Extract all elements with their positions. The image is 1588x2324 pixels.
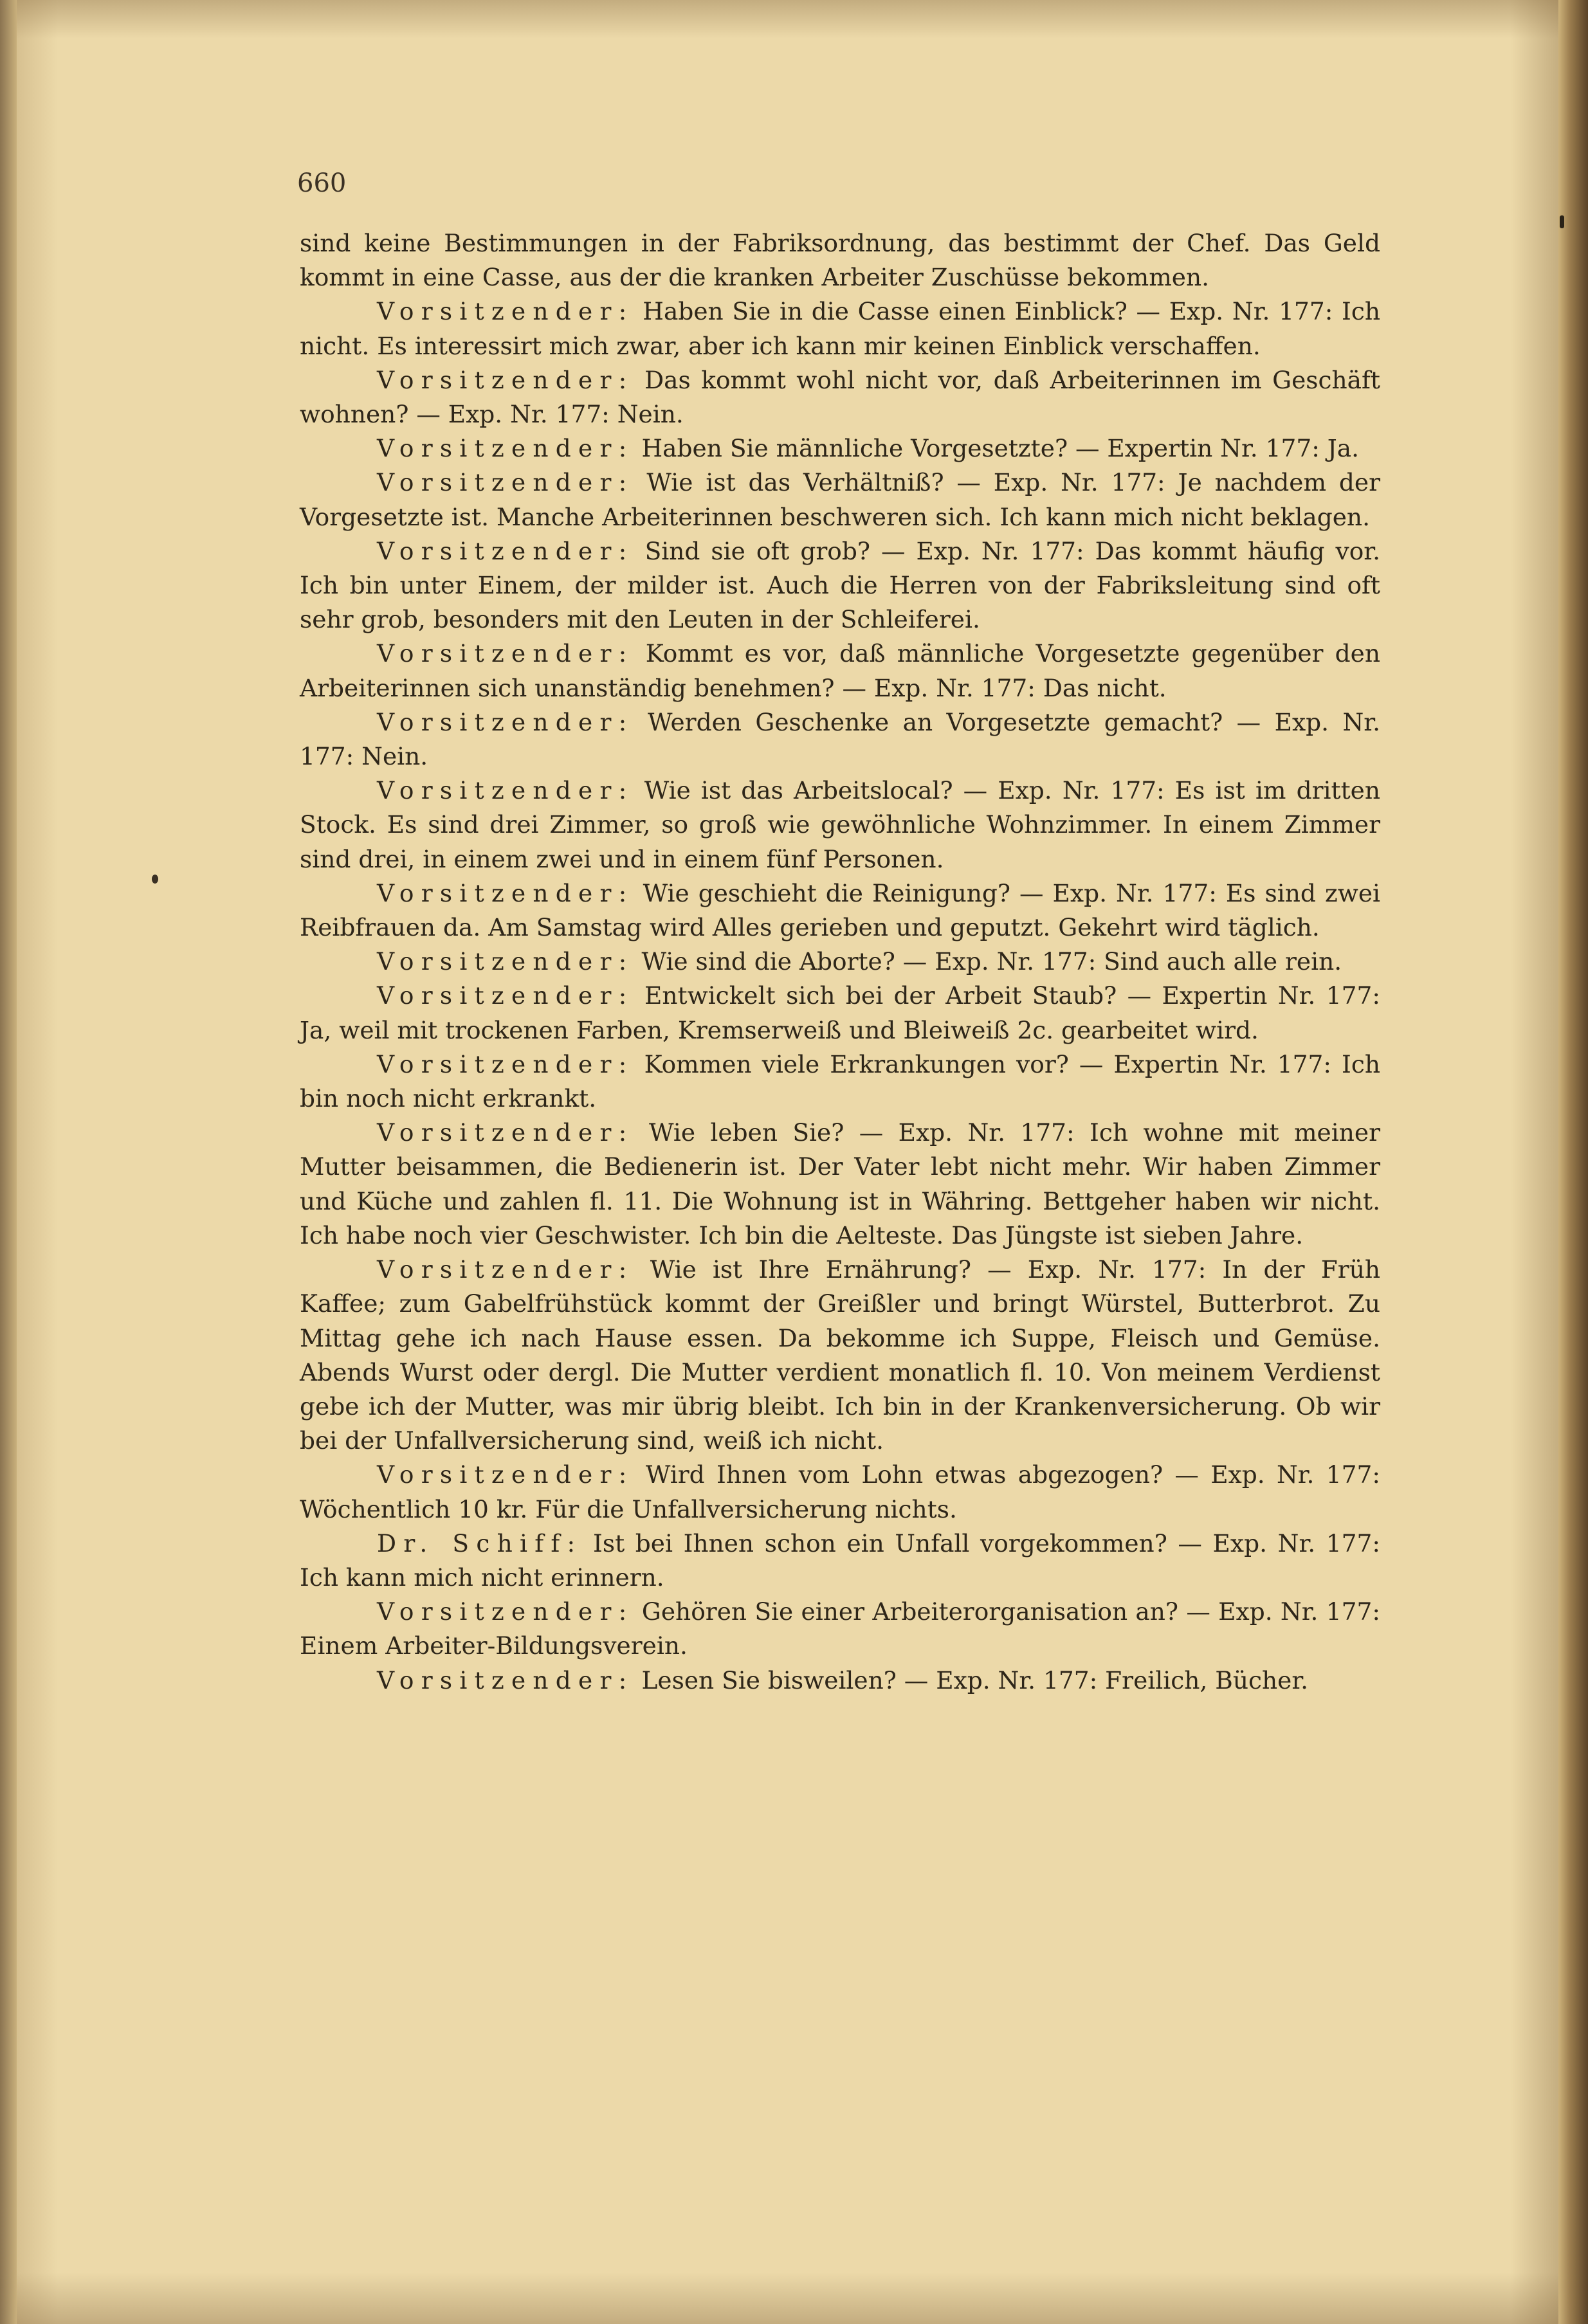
speaker-label: Dr. Schiff:: [377, 1529, 583, 1557]
paragraph-text: Wie ist das Verhältniß? — Exp. Nr. 177: Je nachdem der Vorgesetzte ist. Manche Arbeiterinnen beschweren sich. Ich kann mich nicht beklagen.: [300, 468, 1381, 531]
paragraph: [300, 705, 1380, 774]
speaker-label: Vorsitzender:: [377, 468, 634, 497]
paragraph: [300, 431, 1380, 466]
speaker-label: Vorsitzender:: [377, 1666, 634, 1694]
ink-spot: [152, 875, 158, 884]
page-fore-edge: [1558, 0, 1588, 2324]
speaker-label: Vorsitzender:: [377, 776, 634, 805]
speaker-label: Vorsitzender:: [377, 365, 634, 394]
paragraph: [300, 466, 1380, 534]
paragraph: [300, 1527, 1380, 1595]
paragraph: [300, 1048, 1380, 1116]
paragraph: [300, 1253, 1380, 1458]
speaker-label: Vorsitzender:: [377, 536, 634, 565]
paragraph-text: Lesen Sie bisweilen? — Exp. Nr. 177: Freilich, Bücher.: [641, 1666, 1309, 1694]
paragraph-text: Kommen viele Erkrankungen vor? — Expertin Nr. 177: Ich bin noch nicht erkrankt.: [300, 1049, 1380, 1113]
paragraph: [300, 876, 1380, 945]
paragraph-text: Wie leben Sie? — Exp. Nr. 177: Ich wohne mit meiner Mutter beisammen, die Bedienerin ist. Der Vater lebt nicht mehr. Wir haben Zimmer und Küche und zahlen fl. 11. Die Wohnung ist in Währing. Bettgeher haben wir nicht. Ich habe noch vier Geschwister. Ich bin die Aelteste. Das Jüngste ist sieben Jahre.: [300, 1118, 1381, 1249]
paragraph-text: Gehören Sie einer Arbeiterorganisation an? — Exp. Nr. 177: Einem Arbeiter-Bildungsverein.: [300, 1597, 1380, 1660]
paragraph-text: Kommt es vor, daß männliche Vorgesetzte gegenüber den Arbeiterinnen sich unanständig benehmen? — Exp. Nr. 177: Das nicht.: [300, 639, 1380, 702]
speaker-label: Vorsitzender:: [377, 297, 634, 326]
page-body: [300, 226, 1380, 1698]
book-gutter-edge: [0, 0, 17, 2324]
speaker-label: Vorsitzender:: [377, 1255, 634, 1284]
paragraph-text: Das kommt wohl nicht vor, daß Arbeiterinnen im Geschäft wohnen? — Exp. Nr. 177: Nein.: [300, 365, 1380, 429]
paragraph: [300, 1458, 1380, 1526]
paragraph-text: Haben Sie in die Casse einen Einblick? — Exp. Nr. 177: Ich nicht. Es interessirt mich zwar, aber ich kann mir keinen Einblick verschaffen.: [300, 297, 1380, 360]
paragraph-text: Wie ist Ihre Ernährung? — Exp. Nr. 177: In der Früh Kaffee; zum Gabelfrühstück kommt der Greißler und bringt Würstel, Butterbrot. Zu Mittag gehe ich nach Hause essen. Da bekomme ich Suppe, Fleisch und Gemüse. Abends Wurst oder dergl. Die Mutter verdient monatlich fl. 10. Von meinem Verdienst gebe ich der Mutter, was mir übrig bleibt. Ich bin in der Krankenversicherung. Ob wir bei der Unfallversicherung sind, weiß ich nicht.: [300, 1255, 1381, 1455]
paragraph-text: Sind sie oft grob? — Exp. Nr. 177: Das kommt häufig vor. Ich bin unter Einem, der milder ist. Auch die Herren von der Fabriksleitung sind oft sehr grob, besonders mit den Leuten in der Schleiferei.: [300, 536, 1380, 634]
speaker-label: Vorsitzender:: [377, 639, 634, 668]
paragraph-text: Wie geschieht die Reinigung? — Exp. Nr. 177: Es sind zwei Reibfrauen da. Am Samstag wird Alles gerieben und geputzt. Gekehrt wird täglich.: [300, 878, 1381, 942]
speaker-label: Vorsitzender:: [377, 878, 634, 907]
paragraph: [300, 774, 1380, 876]
paragraph: [300, 534, 1380, 637]
speaker-label: Vorsitzender:: [377, 707, 634, 736]
paragraph-text: Entwickelt sich bei der Arbeit Staub? — Expertin Nr. 177: Ja, weil mit trockenen Farben, Kremserweiß und Bleiweiß 2c. gearbeitet wird.: [300, 981, 1380, 1044]
speaker-label: Vorsitzender:: [377, 1049, 634, 1078]
paragraph: [300, 979, 1380, 1047]
paragraph: [300, 637, 1380, 705]
speaker-label: Vorsitzender:: [377, 434, 634, 463]
paragraph-text: sind keine Bestimmungen in der Fabriksordnung, das bestimmt der Chef. Das Geld kommt in eine Casse, aus der die kranken Arbeiter Zuschüsse bekommen.: [300, 229, 1380, 292]
paragraph: [300, 226, 1380, 295]
ink-mark: [1560, 215, 1564, 228]
speaker-label: Vorsitzender:: [377, 1118, 634, 1147]
paragraph: [300, 1116, 1380, 1253]
paragraph: [300, 945, 1380, 979]
paragraph-text: Werden Geschenke an Vorgesetzte gemacht? — Exp. Nr. 177: Nein.: [300, 707, 1380, 771]
paragraph-text: Wie sind die Aborte? — Exp. Nr. 177: Sind auch alle rein.: [641, 947, 1342, 976]
speaker-label: Vorsitzender:: [377, 981, 634, 1010]
speaker-label: Vorsitzender:: [377, 1460, 634, 1489]
paragraph: [300, 295, 1380, 363]
paragraph: [300, 1595, 1380, 1663]
paragraph-text: Wie ist das Arbeitslocal? — Exp. Nr. 177: Es ist im dritten Stock. Es sind drei Zimmer, so groß wie gewöhnliche Wohnzimmer. In einem Zimmer sind drei, in einem zwei und in einem fünf Personen.: [300, 776, 1381, 873]
paragraph-text: Wird Ihnen vom Lohn etwas abgezogen? — Exp. Nr. 177: Wöchentlich 10 kr. Für die Unfallversicherung nichts.: [300, 1460, 1380, 1523]
paragraph-text: Ist bei Ihnen schon ein Unfall vorgekommen? — Exp. Nr. 177: Ich kann mich nicht erinnern.: [300, 1529, 1381, 1592]
paragraph: [300, 363, 1380, 431]
page-number: 660: [297, 168, 347, 198]
speaker-label: Vorsitzender:: [377, 947, 634, 976]
paragraph: [300, 1664, 1380, 1698]
paragraph-text: Haben Sie männliche Vorgesetzte? — Expertin Nr. 177: Ja.: [641, 434, 1360, 463]
speaker-label: Vorsitzender:: [377, 1597, 634, 1626]
